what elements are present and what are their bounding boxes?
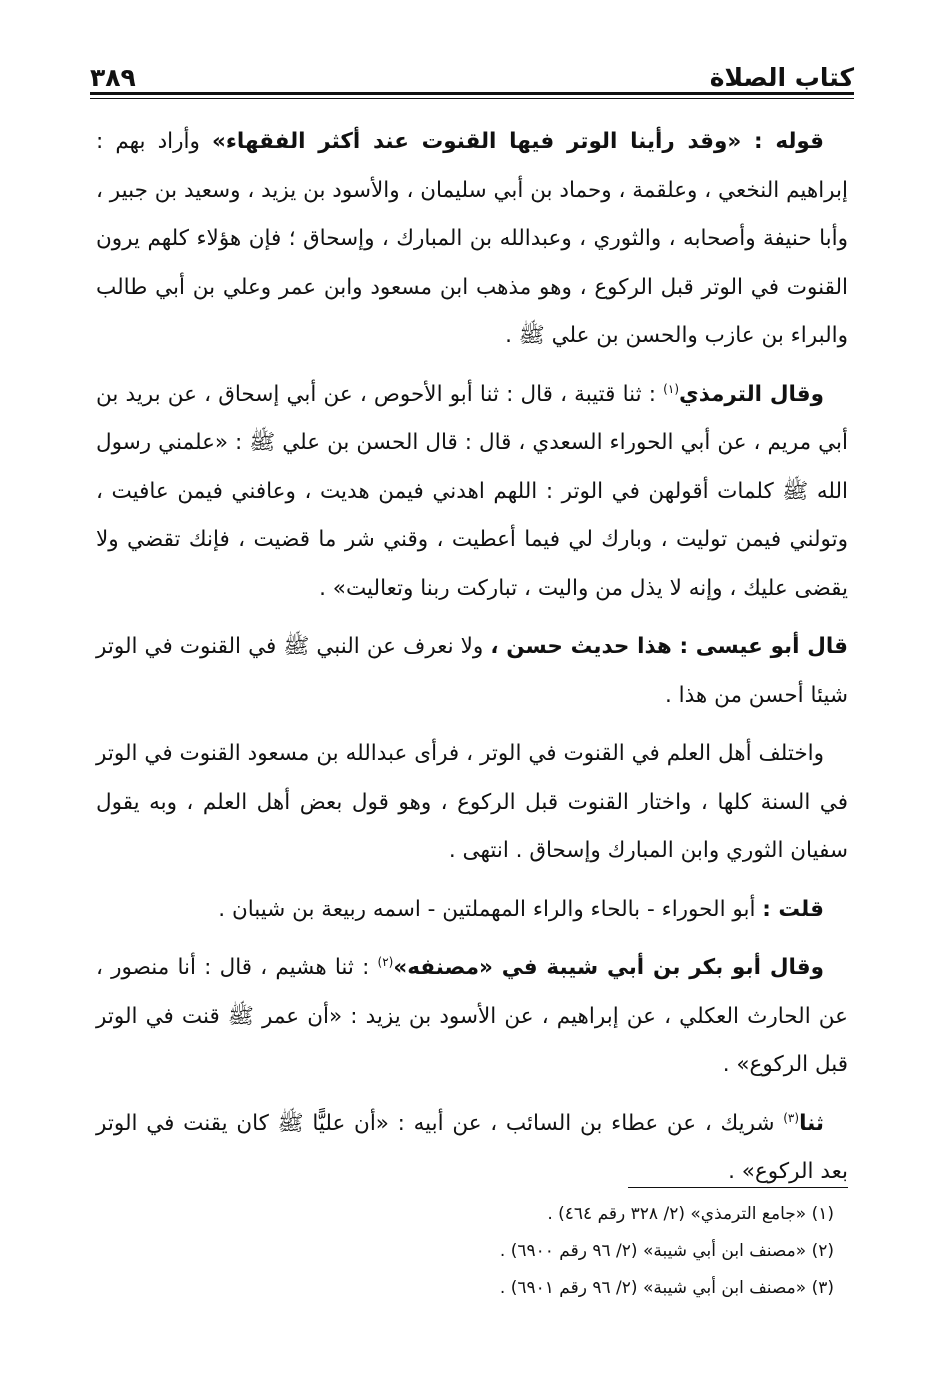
header-rule-thick: [90, 92, 854, 95]
paragraph-3: [96, 623, 848, 720]
paragraph-lead: قلت :: [762, 896, 824, 922]
paragraph-2: [96, 371, 848, 614]
paragraph-text: وأراد بهم : إبراهيم النخعي ، وعلقمة ، وحماد بن أبي سليمان ، والأسود بن يزيد ، وسعيد بن جبير ، وأبا حنيفة وأصحابه ، والثوري ، وعبدالله بن المبارك ، وإسحاق ؛ فإن هؤلاء كلهم يرون القنوت في الوتر قبل الركوع ، وهو مذهب ابن مسعود وابن عمر وعلي بن أبي طالب والبراء بن عازب والحسن بن علي ﷺ .: [96, 129, 848, 348]
footnotes: [96, 1196, 834, 1307]
footnote-1: (١) «جامع الترمذي» (٢/ ٣٢٨ رقم ٤٦٤) .: [547, 1204, 834, 1224]
paragraph-lead: وقال الترمذي: [679, 381, 825, 407]
page-number: ٣٨٩: [90, 63, 136, 92]
paragraph-lead: وقال أبو بكر بن أبي شيبة في «مصنفه»: [393, 955, 824, 980]
paragraph-5: [96, 886, 848, 935]
footnote-3: (٣) «مصنف ابن أبي شيبة» (٢/ ٩٦ رقم ٦٩٠١) .: [499, 1278, 834, 1298]
paragraph-lead: ثنا: [799, 1110, 824, 1136]
footnote-ref: (١): [663, 381, 679, 396]
page-header: [90, 44, 854, 92]
paragraph-lead: قوله : «وقد رأينا الوتر فيها القنوت عند أكثر الفقهاء»: [211, 129, 824, 154]
paragraph-lead: قال أبو عيسى : هذا حديث حسن ،: [490, 634, 848, 659]
footnote-2: (٢) «مصنف ابن أبي شيبة» (٢/ ٩٦ رقم ٦٩٠٠) .: [499, 1241, 834, 1261]
paragraph-1: [96, 118, 848, 361]
paragraph-text: شريك ، عن عطاء بن السائب ، عن أبيه : «أن عليًّا ﷺ كان يقنت في الوتر بعد الركوع» .: [96, 1110, 848, 1184]
footnote-separator: [628, 1187, 848, 1188]
running-title: كتاب الصلاة: [709, 63, 854, 92]
header-rule-thin: [90, 98, 854, 99]
paragraph-text: : ثنا قتيبة ، قال : ثنا أبو الأحوص ، عن أبي إسحاق ، عن بريد بن أبي مريم ، عن أبي الحوراء السعدي ، قال : قال الحسن بن علي ﷺ : «علمني رسول الله ﷺ كلمات أقولهن في الوتر : اللهم اهدني فيمن هديت ، وعافني فيمن عافيت ، وتولني فيمن توليت ، وبارك لي فيما أعطيت ، وقني شر ما قضيت ، فإنك تقضي ولا يقضى عليك ، وإنه لا يذل من واليت ، تباركت ربنا وتعاليت» .: [96, 381, 848, 601]
paragraph-text: واختلف أهل العلم في القنوت في الوتر ، فرأى عبدالله بن مسعود القنوت في الوتر في السنة كلها ، واختار القنوت قبل الركوع ، وهو قول بعض أهل العلم ، وبه يقول سفيان الثوري وابن المبارك وإسحاق . انتهى .: [96, 741, 848, 863]
paragraph-4: [96, 730, 848, 876]
paragraph-7: [96, 1100, 848, 1197]
main-text: [96, 118, 848, 1207]
paragraph-text: أبو الحوراء - بالحاء والراء المهملتين - اسمه ربيعة بن شيبان .: [218, 896, 763, 922]
paragraph-text: ولا نعرف عن النبي ﷺ في القنوت في الوتر شيئا أحسن من هذا .: [96, 634, 848, 708]
paragraph-6: [96, 944, 848, 1090]
footnote-ref: (٣): [783, 1110, 800, 1125]
footnote-ref: (٢): [377, 954, 394, 969]
paragraph-text: : ثنا هشيم ، قال : أنا منصور ، عن الحارث العكلي ، عن إبراهيم ، عن الأسود بن يزيد : «أن عمر ﷺ قنت في الوتر قبل الركوع» .: [96, 955, 848, 1077]
